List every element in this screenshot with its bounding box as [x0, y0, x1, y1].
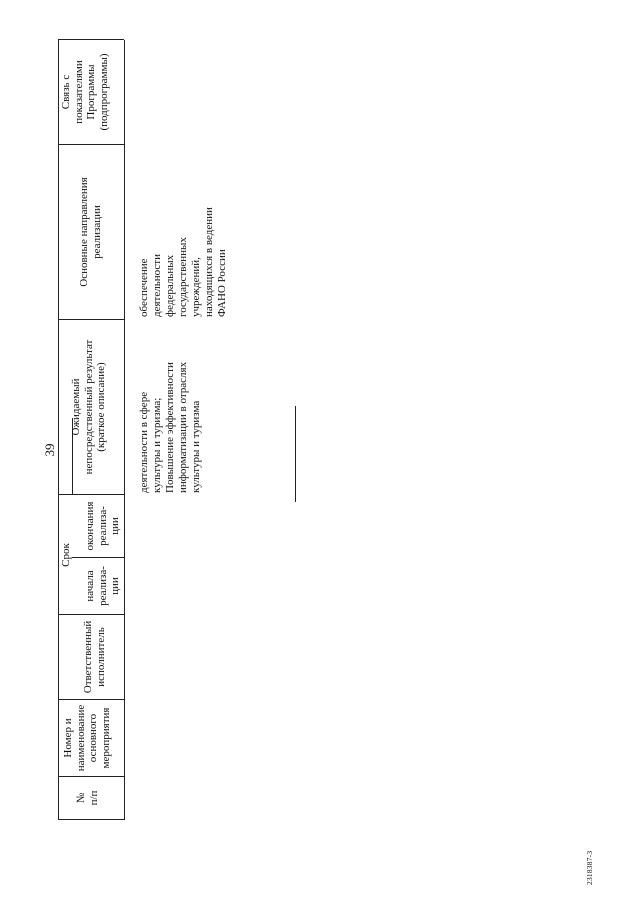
col-sep-2 — [58, 776, 124, 777]
col-sep-8 — [58, 144, 124, 145]
header-directions: Основные направления реализации — [78, 177, 103, 287]
table-header-bottom — [124, 40, 125, 820]
end-separator-line — [295, 406, 296, 502]
header-term: Срок — [60, 543, 72, 567]
col-sep-3 — [58, 699, 124, 700]
header-name: Номер и наименование основного мероприятия — [62, 704, 112, 772]
row-result-text: деятельности в сфере культуры и туризма; Повышение эффективности информатизации в отраслях культуры и туризма — [138, 361, 202, 493]
col-sep-5 — [72, 557, 124, 558]
header-result: Ожидаемый непосредственный результат (краткое описание) — [70, 339, 107, 475]
header-link: Связь с показателями Программы (подпрограммы) — [60, 53, 110, 131]
header-term-start: начала реализа- ции — [84, 566, 121, 606]
col-sep-4 — [58, 614, 124, 615]
table-top-border — [58, 40, 59, 820]
col-sep-9 — [58, 39, 124, 40]
document-code: 2318387-3 — [585, 850, 594, 885]
col-sep-7 — [58, 319, 124, 320]
header-term-end: окончания реализа- ции — [84, 501, 121, 551]
page-number: 39 — [42, 443, 57, 457]
col-sep-1 — [58, 819, 124, 820]
header-number: № п/п — [75, 790, 100, 806]
row-directions-text: обеспечение деятельности федеральных государственных учреждений, находящихся в ведении ФАНО России — [138, 207, 228, 317]
header-executor: Ответственный исполнитель — [82, 620, 107, 694]
